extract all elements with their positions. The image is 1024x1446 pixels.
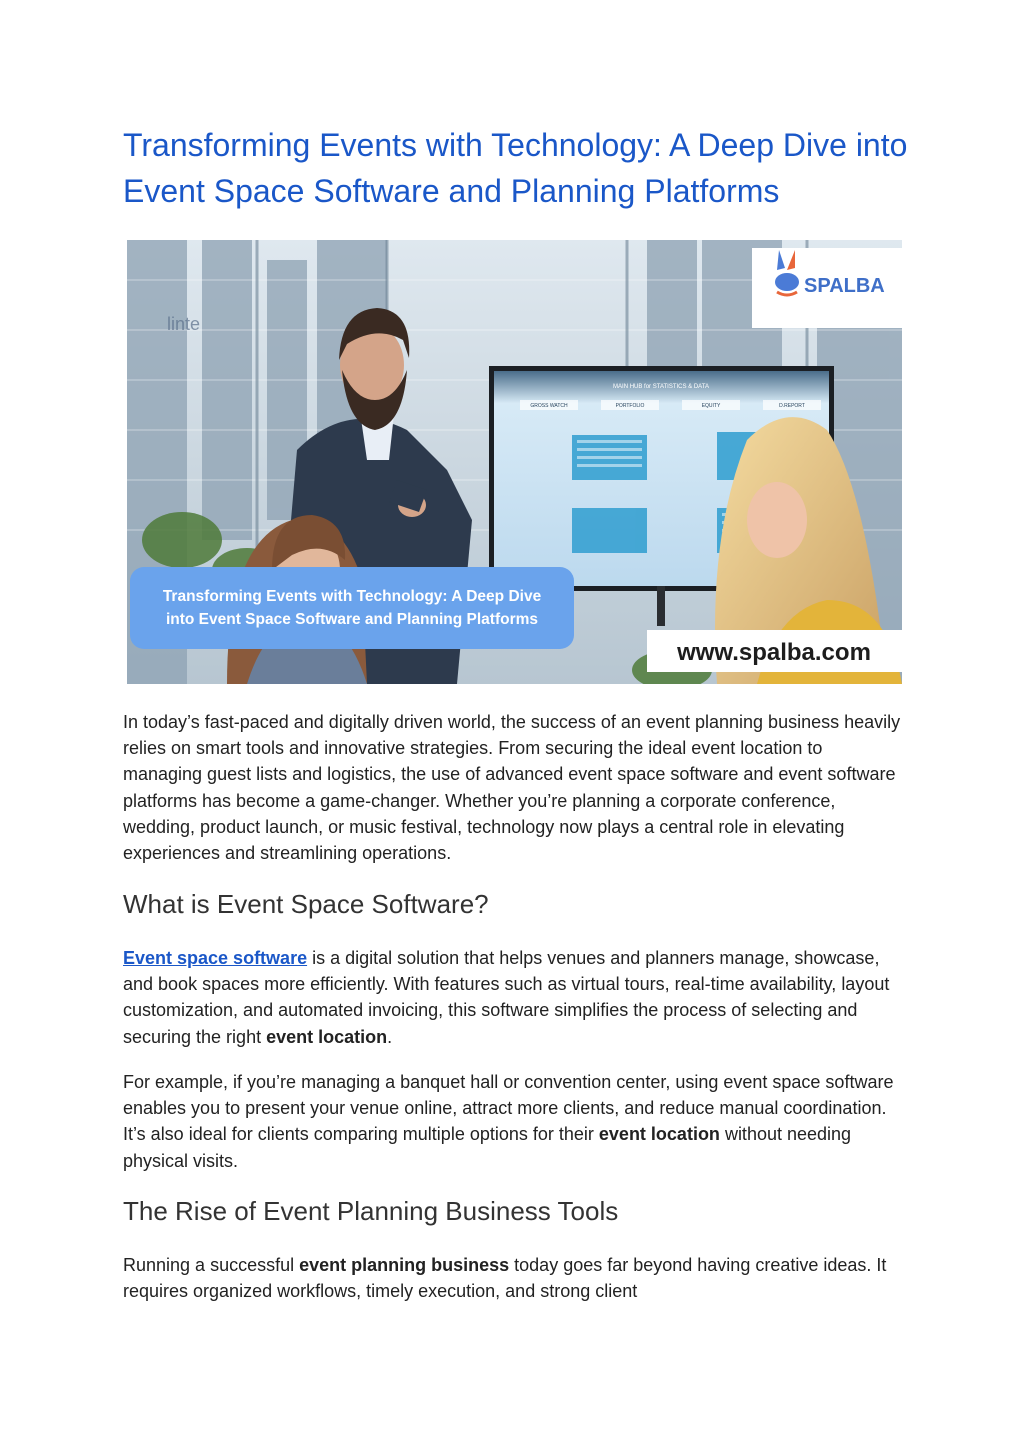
event-space-paragraph bbox=[123, 945, 903, 1050]
paragraph-text: is a digital solution that helps venues and planners manage, showcase, and book spaces more efficiently. With features such as virtual tours, real-time availability, layout customization, and automated invoicing, this software simplifies the process of selecting and securing the right bbox=[123, 948, 890, 1047]
document-title: Transforming Events with Technology: A Deep Dive into Event Space Software and Planning Platforms bbox=[123, 127, 908, 209]
paragraph-text: today goes far beyond having creative ideas. It requires organized workflows, timely execution, and strong client bbox=[123, 1255, 887, 1302]
brand-logo-text: SPALBA bbox=[804, 275, 885, 297]
bold-term: event location bbox=[266, 1026, 388, 1047]
section-heading-event-space-software: What is Event Space Software? bbox=[123, 889, 489, 919]
screen-tab-1: GROSS WATCH bbox=[530, 403, 568, 409]
svg-text:linte: linte bbox=[167, 314, 201, 334]
intro-paragraph: In today’s fast-paced and digitally driven world, the success of an event planning business heavily relies on smart tools and innovative strategies. From securing the ideal event location to managing guest lists and logistics, the use of advanced event space software and event software platforms has become a game-changer. Whether you’re planning a corporate conference, wedding, product launch, or music festival, technology now plays a central role in elevating experiences and streamlining operations. bbox=[123, 712, 901, 864]
section-heading-planning-tools: The Rise of Event Planning Business Tools bbox=[123, 1196, 619, 1226]
screen-heading: MAIN HUB for STATISTICS & DATA bbox=[613, 384, 709, 390]
example-paragraph bbox=[123, 1069, 903, 1174]
event-space-software-link[interactable]: Event space software bbox=[123, 948, 308, 968]
paragraph-text: without needing physical visits. bbox=[123, 1124, 852, 1171]
banner-line-2: into Event Space Software and Planning Platforms bbox=[165, 611, 539, 628]
screen-tab-2: PORTFOLIO bbox=[615, 403, 645, 409]
bold-term: event location bbox=[598, 1124, 720, 1145]
paragraph-text: For example, if you’re managing a banquet hall or convention center, using event space software enables you to present your venue online, attract more clients, and reduce manual coordination. It’s also ideal for clients comparing multiple options for their bbox=[123, 1072, 894, 1145]
paragraph-text: Running a successful bbox=[123, 1255, 300, 1275]
paragraph-text: . bbox=[387, 1026, 393, 1047]
screen-tab-4: D.REPORT bbox=[779, 403, 805, 409]
url-text: www.spalba.com bbox=[677, 639, 871, 666]
banner-line-1: Transforming Events with Technology: A Deep Dive bbox=[162, 588, 542, 605]
screen-tab-3: EQUITY bbox=[701, 403, 721, 409]
hero-image bbox=[127, 240, 902, 684]
bold-term: event planning business bbox=[299, 1255, 510, 1275]
planning-tools-paragraph bbox=[123, 1252, 903, 1304]
